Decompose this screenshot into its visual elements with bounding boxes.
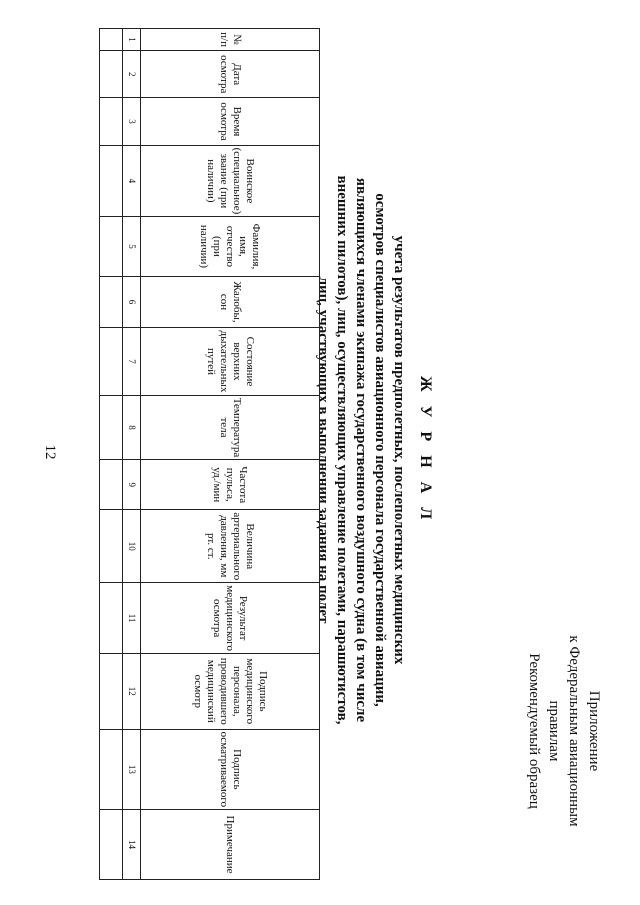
header-cell: Результат медицинского осмотра [141, 583, 320, 654]
column-number: 14 [123, 810, 141, 880]
subtitle-line: являющихся членами экипажа государственного воздушного судна (в том числе [353, 177, 369, 723]
empty-cell [100, 276, 123, 328]
title-block [313, 150, 434, 750]
annex-line: Приложение [586, 690, 602, 772]
annex-line: к Федеральным авиационным [566, 635, 582, 827]
empty-cell [100, 460, 123, 510]
empty-cell [100, 98, 123, 145]
empty-cell [100, 328, 123, 395]
subtitle-line: осмотров специалистов авиационного персонала государственной авиации, [372, 193, 388, 707]
column-number: 11 [123, 583, 141, 654]
column-number: 4 [123, 145, 141, 217]
column-number: 13 [123, 729, 141, 809]
journal-title: Ж У Р Н А Л [417, 375, 434, 525]
empty-cell [100, 729, 123, 809]
header-cell: Воинское (специальное) звание (при наличии) [141, 145, 320, 217]
annex-line: правилам [546, 700, 562, 762]
header-cell: Состояние верхних дыхательных путей [141, 328, 320, 395]
subtitle-line: лиц, участвующих в выполнении задания на полет [315, 276, 331, 624]
header-row [141, 29, 320, 880]
column-number: 3 [123, 98, 141, 145]
header-cell: № п/п [141, 29, 320, 51]
header-cell: Время осмотра [141, 98, 320, 145]
header-cell: Частота пульса, уд./мин [141, 460, 320, 510]
column-number: 7 [123, 328, 141, 395]
header-cell: Примечание [141, 810, 320, 880]
empty-cell [100, 395, 123, 460]
header-cell: Температура тела [141, 395, 320, 460]
empty-cell [100, 29, 123, 51]
column-number: 1 [123, 29, 141, 51]
header-cell: Дата осмотра [141, 51, 320, 98]
table-row [100, 29, 123, 880]
column-number: 2 [123, 51, 141, 98]
page-number: 12 [42, 444, 58, 460]
empty-cell [100, 583, 123, 654]
column-number: 9 [123, 460, 141, 510]
header-cell: Жалобы, сон [141, 276, 320, 328]
subtitle-line: учета результатов предполетных, послеполетных медицинских [391, 235, 407, 665]
annex-block [524, 581, 604, 881]
column-number: 12 [123, 653, 141, 729]
subtitle-line: внешних пилотов), лиц, осуществляющих управление полетами, парашютистов, [334, 175, 350, 725]
empty-cell [100, 653, 123, 729]
header-cell: Подпись осматриваемого [141, 729, 320, 809]
column-number: 6 [123, 276, 141, 328]
annex-line: Рекомендуемый образец [526, 653, 542, 809]
header-cell: Величина артериального давления, мм рт. ст. [141, 510, 320, 583]
journal-table [99, 28, 320, 880]
column-number: 10 [123, 510, 141, 583]
column-number: 8 [123, 395, 141, 460]
column-number: 5 [123, 217, 141, 276]
header-cell: Фамилия, имя, отчество (при наличии) [141, 217, 320, 276]
empty-cell [100, 217, 123, 276]
empty-cell [100, 510, 123, 583]
header-cell: Подпись медицинского персонала, проводившего медицинский осмотр [141, 653, 320, 729]
empty-cell [100, 810, 123, 880]
empty-cell [100, 145, 123, 217]
empty-cell [100, 51, 123, 98]
column-number-row [123, 29, 141, 880]
